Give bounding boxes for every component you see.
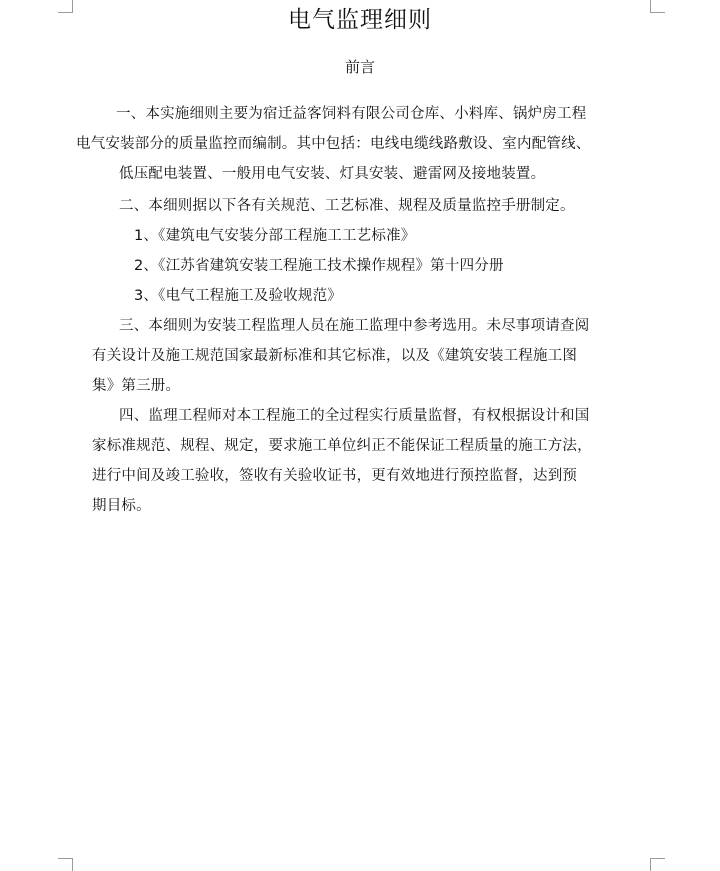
- document-subtitle: 前言: [344, 58, 375, 76]
- paragraph-3-line-3: 集》第三册。: [92, 378, 181, 394]
- paragraph-1-line-3: 低压配电装置、一般用电气安装、灯具安装、避雷网及接地装置。: [119, 166, 546, 182]
- paragraph-4-line-1: 四、监理工程师对本工程施工的全过程实行质量监督，有权根据设计和国: [119, 408, 590, 424]
- paragraph-1-line-2: 电气安装部分的质量监控而编制。其中包括：电线电缆线路敷设、室内配管线、: [76, 136, 591, 152]
- list-item-2: 2、《江苏省建筑安装工程施工技术操作规程》第十四分册: [134, 258, 504, 274]
- paragraph-3-line-1: 三、本细则为安装工程监理人员在施工监理中参考选用。未尽事项请查阅: [119, 318, 590, 334]
- paragraph-4-line-2: 家标准规范、规程、规定，要求施工单位纠正不能保证工程质量的施工方法，: [92, 438, 592, 454]
- list-item-3: 3、《电气工程施工及验收规范》: [134, 288, 342, 304]
- list-item-1: 1、《建筑电气安装分部工程施工工艺标准》: [134, 228, 416, 244]
- paragraph-3-line-2: 有关设计及施工规范国家最新标准和其它标准，以及《建筑安装工程施工图: [92, 348, 578, 364]
- paragraph-4-line-3: 进行中间及竣工验收，签收有关验收证书，更有效地进行预控监督，达到预: [92, 468, 578, 484]
- paragraph-1-line-1: 一、本实施细则主要为宿迁益客饲料有限公司仓库、小料库、锅炉房工程: [116, 106, 587, 122]
- paragraph-4-line-4: 期目标。: [92, 498, 151, 514]
- paragraph-2-line-1: 二、本细则据以下各有关规范、工艺标准、规程及质量监控手册制定。: [119, 198, 575, 214]
- crop-mark-bottom-right: [650, 858, 665, 871]
- document-title: 电气监理细则: [288, 7, 432, 33]
- crop-mark-bottom-left: [58, 858, 73, 871]
